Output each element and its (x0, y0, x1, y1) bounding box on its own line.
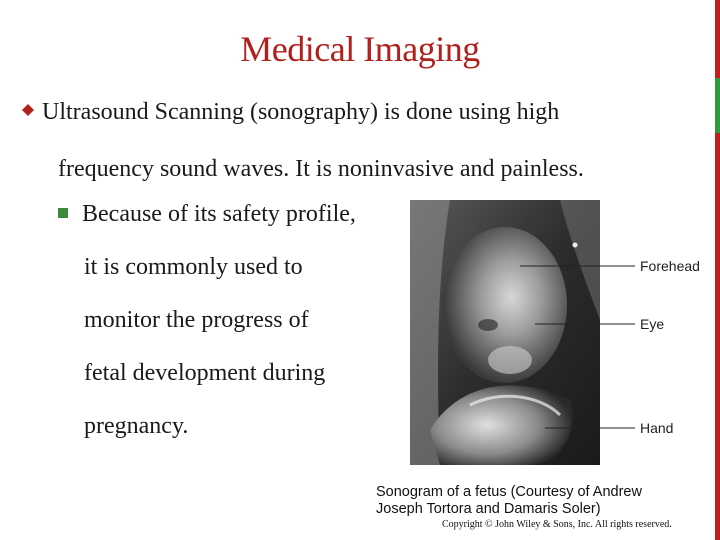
label-eye: Eye (640, 316, 665, 332)
copyright-notice: Copyright © John Wiley & Sons, Inc. All rights reserved. (442, 519, 672, 530)
sub-bullet-text-2: it is commonly used to (84, 254, 303, 280)
figure-caption (376, 484, 642, 518)
sub-bullet-text-3: monitor the progress of (84, 307, 309, 333)
label-hand: Hand (640, 420, 674, 436)
sub-bullet-text-5: pregnancy. (84, 413, 189, 439)
slide-title: Medical Imaging (240, 29, 480, 69)
sub-bullet-text-1: Because of its safety profile, (82, 201, 356, 227)
main-bullet-text-2: frequency sound waves. It is noninvasive and painless. (58, 156, 584, 182)
main-bullet-text-1: Ultrasound Scanning (sonography) is done using high (42, 99, 560, 125)
figure-caption-line-1: Sonogram of a fetus (Courtesy of Andrew (376, 484, 642, 500)
label-forehead: Forehead (640, 258, 700, 274)
sub-bullet-text-4: fetal development during (84, 360, 326, 386)
figure-caption-line-2: Joseph Tortora and Damaris Soler) (376, 501, 601, 517)
